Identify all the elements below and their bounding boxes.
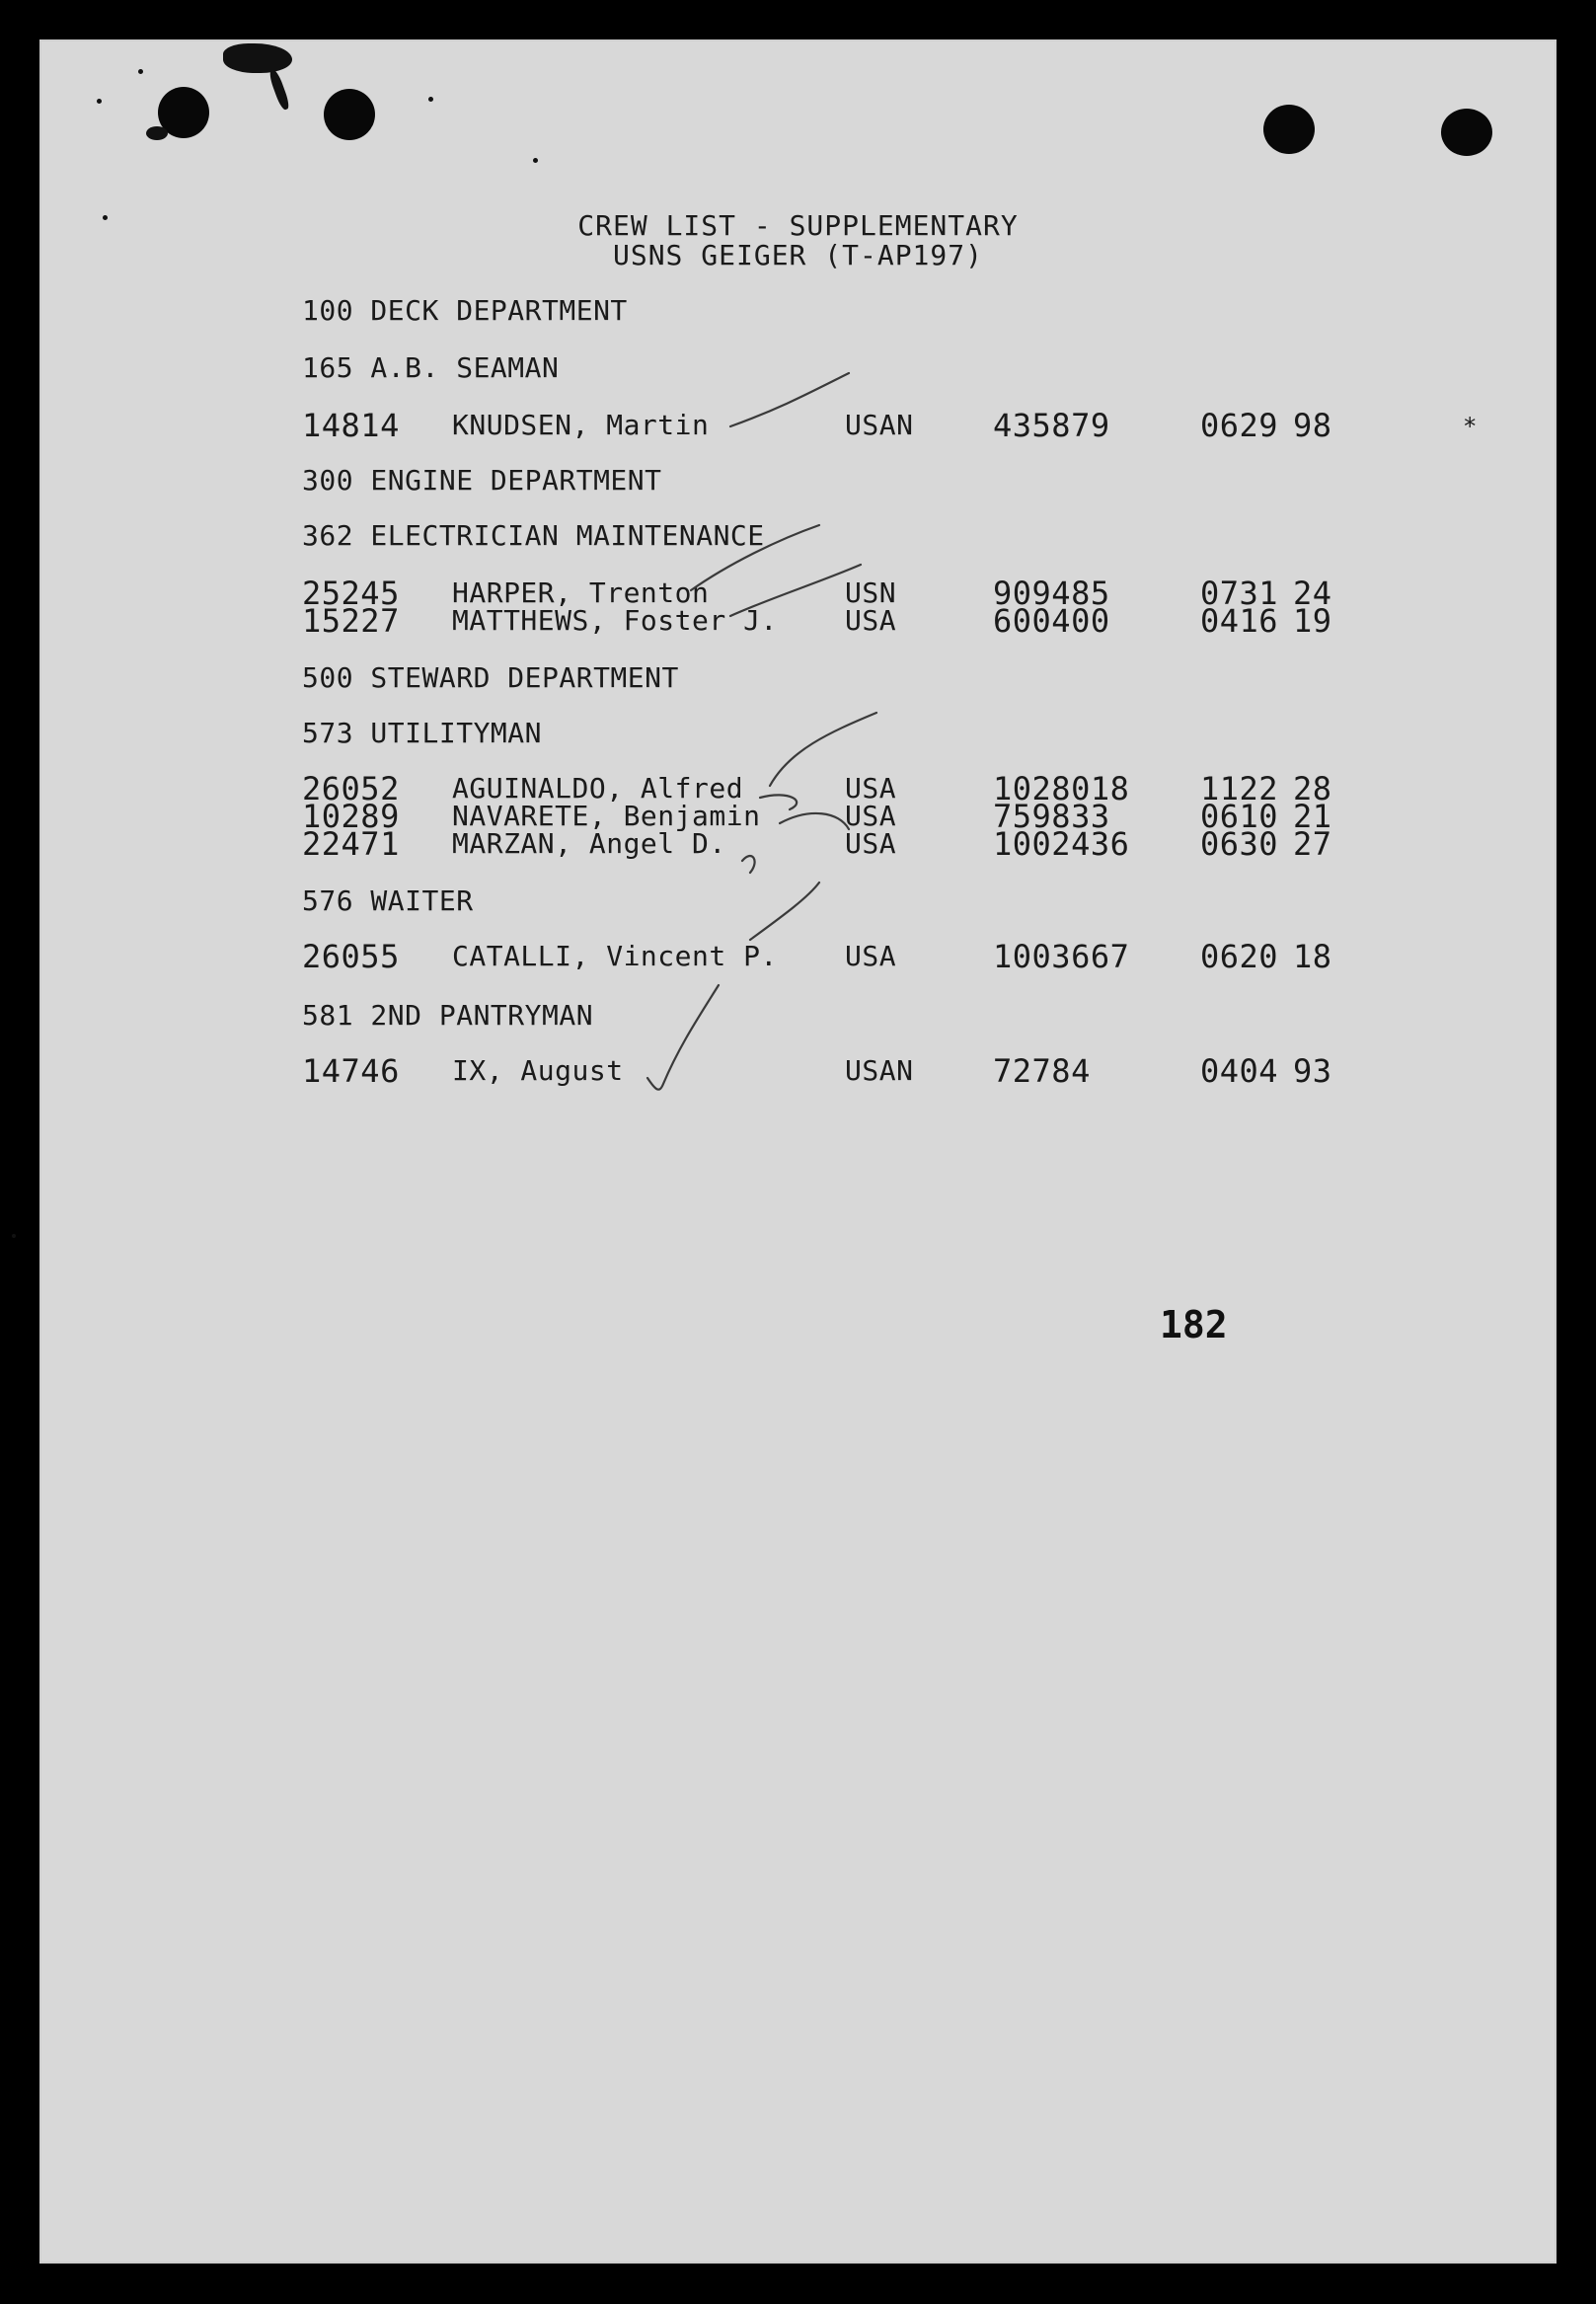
asterisk-mark: * bbox=[1463, 413, 1478, 440]
crew-number: 14814 bbox=[302, 407, 400, 444]
document-subtitle: USNS GEIGER (T-AP197) bbox=[612, 239, 983, 271]
crew-date: 0416 bbox=[1200, 602, 1279, 640]
crew-code: 24 bbox=[1293, 575, 1332, 612]
speck bbox=[223, 43, 292, 73]
crew-date: 0629 bbox=[1200, 407, 1279, 444]
crew-nationality: USA bbox=[845, 604, 897, 637]
crew-date: 0620 bbox=[1200, 938, 1279, 975]
section-heading: 362 ELECTRICIAN MAINTENANCE bbox=[302, 519, 765, 552]
section-heading: 165 A.B. SEAMAN bbox=[302, 351, 560, 384]
crew-name: MATTHEWS, Foster J. bbox=[452, 604, 778, 637]
document-title: CREW LIST - SUPPLEMENTARY bbox=[577, 209, 1019, 242]
section-heading: 576 WAITER bbox=[302, 884, 474, 917]
crew-number: 25245 bbox=[302, 575, 400, 612]
crew-id: 435879 bbox=[993, 407, 1110, 444]
crew-nationality: USN bbox=[845, 576, 897, 609]
crew-code: 19 bbox=[1293, 602, 1332, 640]
crew-id: 1028018 bbox=[993, 770, 1130, 807]
speck bbox=[12, 1234, 16, 1238]
crew-code: 21 bbox=[1293, 798, 1332, 835]
crew-name: IX, August bbox=[452, 1054, 624, 1087]
crew-number: 26055 bbox=[302, 938, 400, 975]
crew-date: 0610 bbox=[1200, 798, 1279, 835]
document-page bbox=[39, 39, 1557, 2264]
punch-hole-right bbox=[1263, 105, 1315, 154]
crew-id: 759833 bbox=[993, 798, 1110, 835]
speck bbox=[533, 158, 538, 163]
punch-hole-left-2 bbox=[324, 89, 375, 140]
crew-id: 72784 bbox=[993, 1052, 1091, 1090]
crew-name: HARPER, Trenton bbox=[452, 576, 710, 609]
section-heading: 581 2ND PANTRYMAN bbox=[302, 999, 594, 1032]
punch-hole-right-2 bbox=[1441, 109, 1492, 156]
crew-number: 14746 bbox=[302, 1052, 400, 1090]
crew-nationality: USAN bbox=[845, 409, 914, 441]
speck bbox=[428, 97, 433, 102]
crew-id: 1002436 bbox=[993, 825, 1130, 863]
page-number: 182 bbox=[1160, 1303, 1228, 1346]
crew-name: CATALLI, Vincent P. bbox=[452, 940, 778, 972]
crew-nationality: USA bbox=[845, 827, 897, 860]
crew-code: 18 bbox=[1293, 938, 1332, 975]
crew-nationality: USA bbox=[845, 940, 897, 972]
crew-id: 1003667 bbox=[993, 938, 1130, 975]
crew-code: 93 bbox=[1293, 1052, 1332, 1090]
section-heading: 100 DECK DEPARTMENT bbox=[302, 294, 628, 327]
crew-date: 0404 bbox=[1200, 1052, 1279, 1090]
speck bbox=[138, 69, 143, 74]
crew-nationality: USA bbox=[845, 800, 897, 832]
crew-name: MARZAN, Angel D. bbox=[452, 827, 726, 860]
crew-nationality: USA bbox=[845, 772, 897, 805]
section-heading: 300 ENGINE DEPARTMENT bbox=[302, 464, 662, 497]
crew-number: 10289 bbox=[302, 798, 400, 835]
crew-code: 27 bbox=[1293, 825, 1332, 863]
crew-id: 600400 bbox=[993, 602, 1110, 640]
crew-date: 1122 bbox=[1200, 770, 1279, 807]
crew-nationality: USAN bbox=[845, 1054, 914, 1087]
crew-name: NAVARETE, Benjamin bbox=[452, 800, 761, 832]
crew-number: 22471 bbox=[302, 825, 400, 863]
crew-number: 26052 bbox=[302, 770, 400, 807]
crew-date: 0731 bbox=[1200, 575, 1279, 612]
section-heading: 573 UTILITYMAN bbox=[302, 717, 543, 749]
crew-id: 909485 bbox=[993, 575, 1110, 612]
crew-name: KNUDSEN, Martin bbox=[452, 409, 710, 441]
crew-number: 15227 bbox=[302, 602, 400, 640]
speck bbox=[97, 99, 102, 104]
crew-code: 28 bbox=[1293, 770, 1332, 807]
speck bbox=[146, 126, 168, 140]
crew-date: 0630 bbox=[1200, 825, 1279, 863]
section-heading: 500 STEWARD DEPARTMENT bbox=[302, 661, 679, 694]
crew-code: 98 bbox=[1293, 407, 1332, 444]
crew-name: AGUINALDO, Alfred bbox=[452, 772, 744, 805]
